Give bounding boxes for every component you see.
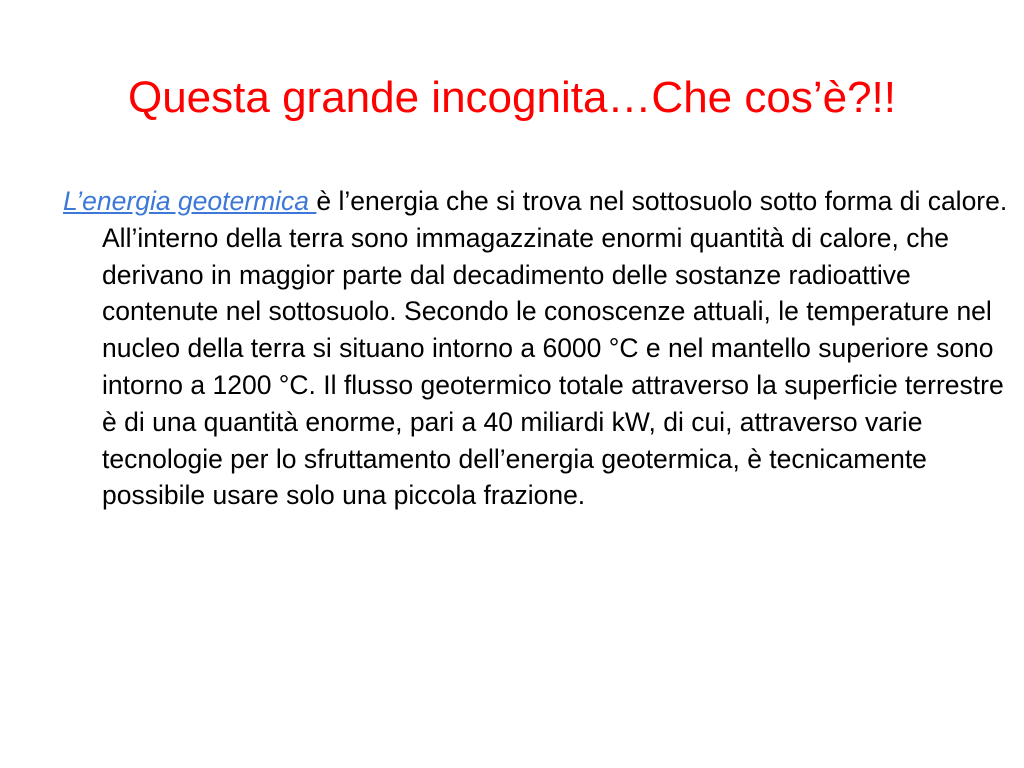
geothermal-energy-link[interactable]: L’energia geotermica bbox=[63, 186, 317, 216]
body-paragraph-text: è l’energia che si trova nel sottosuolo sotto forma di calore. All’interno della terra sono immagazzinate enormi quantità di calore, che derivano in maggior parte dal decadimento delle sostanze radioattive contenute nel sottosuolo. Secondo le conoscenze attuali, le temperature nel nucleo della terra si situano intorno a 6000 °C e nel mantello superiore sono intorno a 1200 °C. Il flusso geotermico totale attraverso la superficie terrestre è di una quantità enorme, pari a 40 miliardi kW, di cui, attraverso varie tecnologie per lo sfruttamento dell’energia geotermica, è tecnicamente possibile usare solo una piccola frazione. bbox=[102, 186, 1008, 511]
slide-title: Questa grande incognita…Che cos’è?!! bbox=[127, 73, 897, 122]
body-paragraph bbox=[63, 183, 1008, 514]
